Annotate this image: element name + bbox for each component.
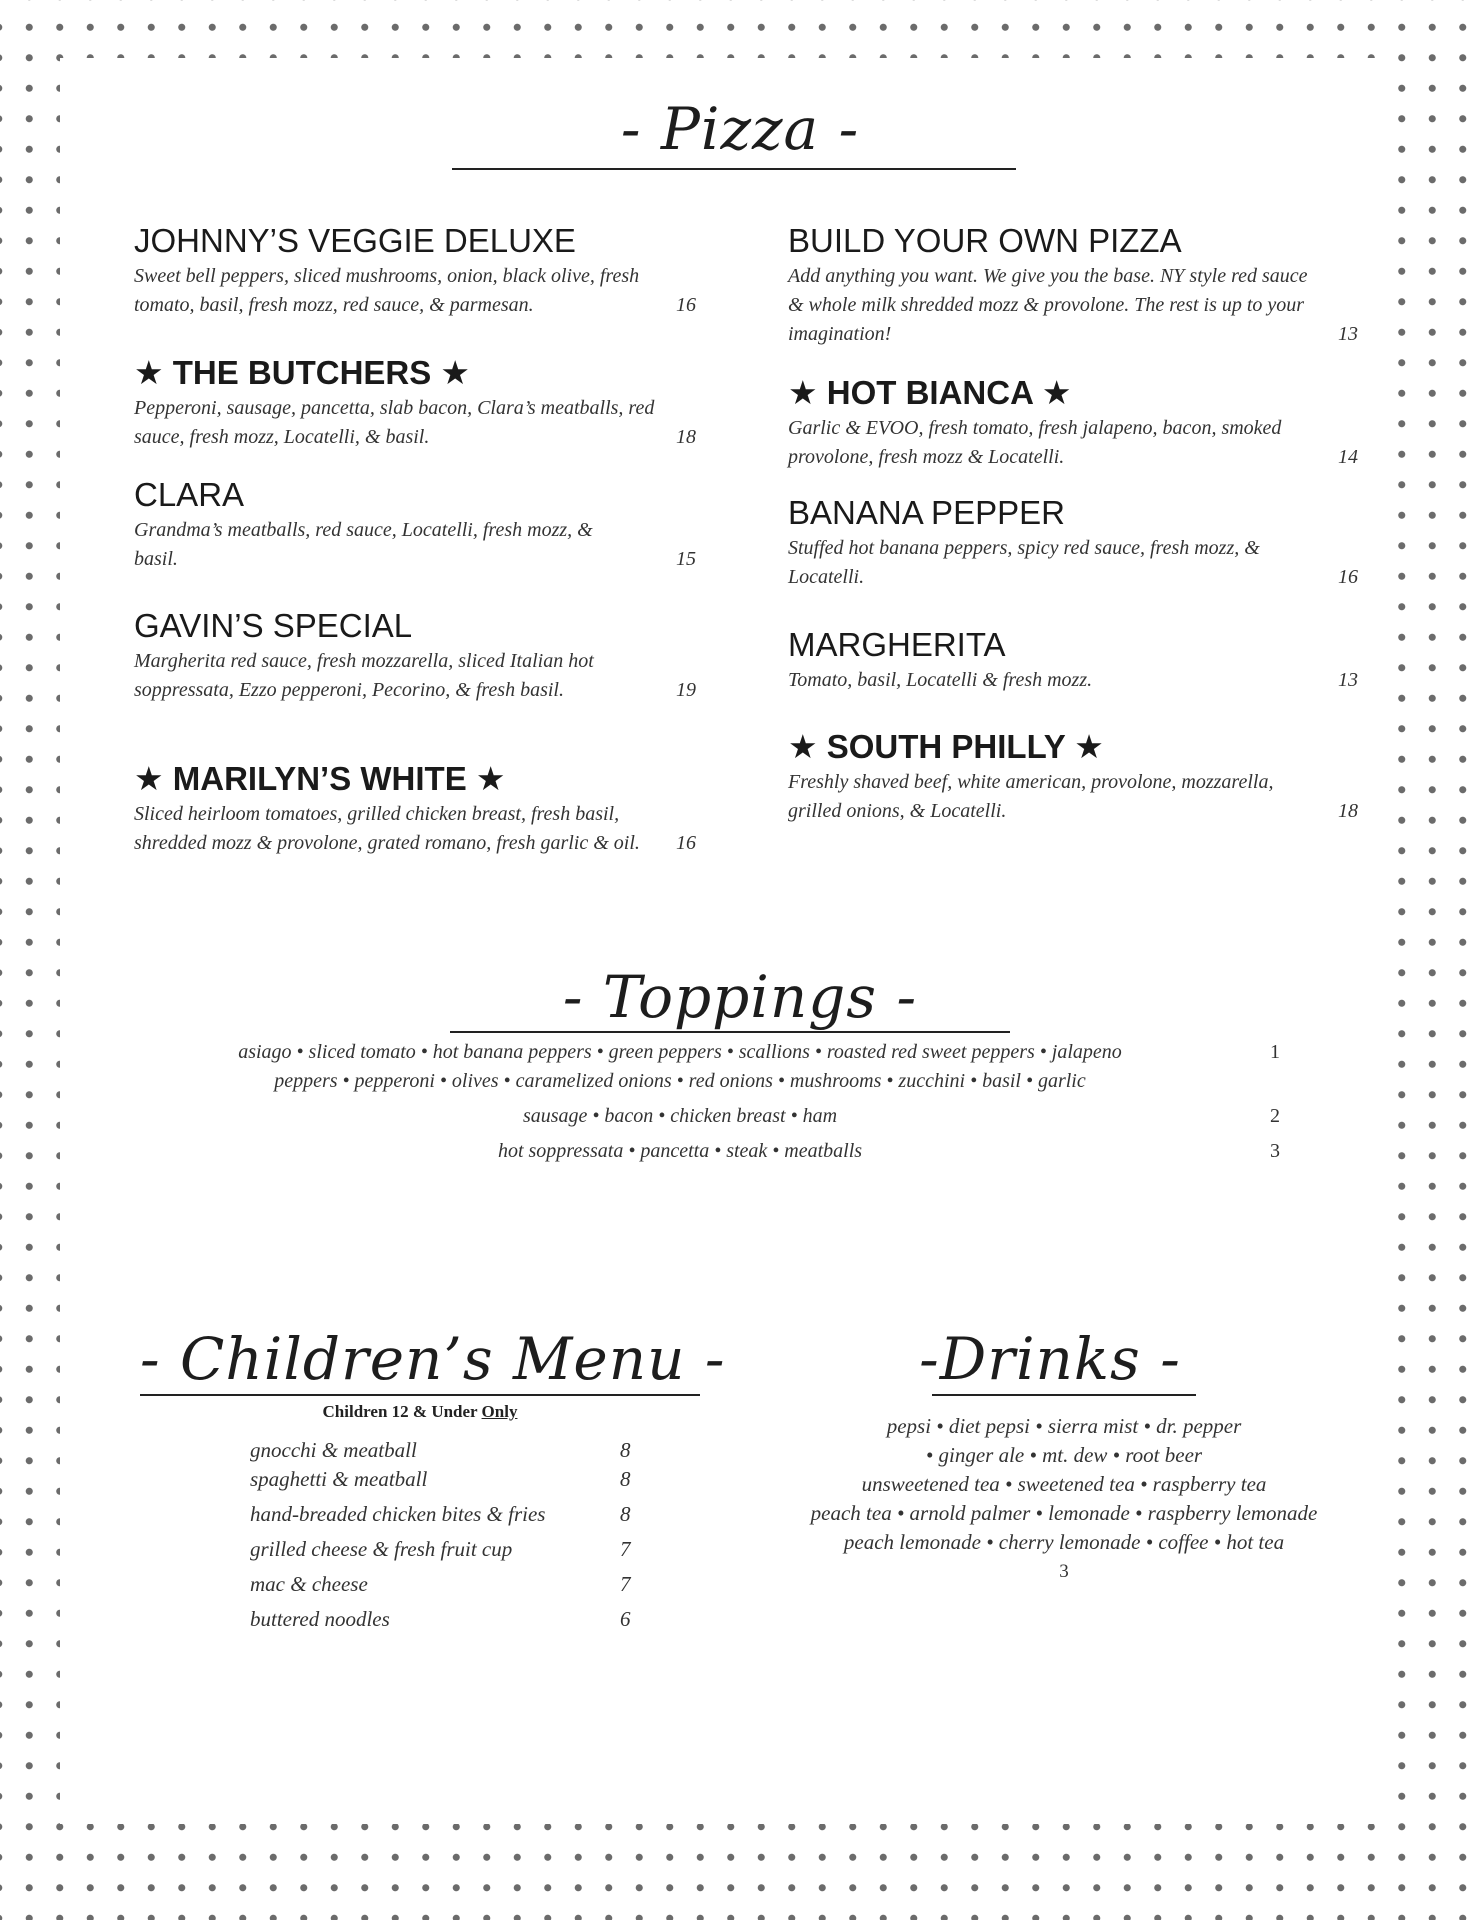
item-name: ★ HOT BIANCA ★ xyxy=(788,374,1072,411)
pizza-heading-rule xyxy=(452,168,1016,170)
menu-item-clara xyxy=(134,476,696,574)
toppings-line-1a: asiago • sliced tomato • hot banana peppers • green peppers • scallions • roasted red sweet peppers • jalapeno xyxy=(238,1041,1122,1063)
item-description: Add anything you want. We give you the base. NY style red sauce & whole milk shredded mozz & provolone. The rest is up to your imagination! 13 xyxy=(788,262,1358,349)
item-description: Garlic & EVOO, fresh tomato, fresh jalapeno, bacon, smoked provolone, fresh mozz & Locatelli. 14 xyxy=(788,414,1358,472)
kids-item-price: 8 xyxy=(620,1467,631,1491)
item-price: 15 xyxy=(676,548,696,570)
toppings-line-2: sausage • bacon • chicken breast • ham xyxy=(522,1105,838,1127)
toppings-price-3: 3 xyxy=(1270,1140,1280,1162)
item-description: Sliced heirloom tomatoes, grilled chicken breast, fresh basil, shredded mozz & provolone, grated romano, fresh garlic & oil. 16 xyxy=(134,800,696,858)
kids-item-price: 8 xyxy=(620,1502,631,1526)
menu-item-hot-bianca xyxy=(788,374,1358,472)
item-price: 16 xyxy=(676,832,696,854)
kids-item-name: hand-breaded chicken bites & fries xyxy=(250,1502,546,1526)
kids-item-name: grilled cheese & fresh fruit cup xyxy=(250,1537,513,1561)
kids-item-price: 6 xyxy=(620,1607,631,1631)
childrens-menu-rule xyxy=(140,1394,700,1396)
childrens-menu-heading: - Children’s Menu - xyxy=(140,1325,726,1393)
menu-item-the-butchers xyxy=(134,354,696,452)
toppings-heading-rule xyxy=(450,1031,1010,1033)
kids-item-name: buttered noodles xyxy=(250,1607,390,1631)
item-description: Tomato, basil, Locatelli & fresh mozz. 13 xyxy=(788,666,1358,695)
item-price: 19 xyxy=(676,679,696,701)
item-price: 18 xyxy=(1338,800,1358,822)
drinks-line: peach tea • arnold palmer • lemonade • raspberry lemonade xyxy=(810,1501,1318,1525)
item-price: 13 xyxy=(1338,669,1358,691)
menu-item-build-your-own-pizza xyxy=(788,222,1358,349)
item-price: 16 xyxy=(1338,566,1358,588)
drinks-heading-rule xyxy=(932,1394,1196,1396)
item-description: Stuffed hot banana peppers, spicy red sauce, fresh mozz, & Locatelli. 16 xyxy=(788,534,1358,592)
drinks-line: • ginger ale • mt. dew • root beer xyxy=(925,1443,1203,1467)
item-name: ★ THE BUTCHERS ★ xyxy=(134,354,471,391)
item-name: GAVIN’S SPECIAL xyxy=(134,607,413,644)
toppings-line-3: hot soppressata • pancetta • steak • meatballs xyxy=(497,1140,863,1162)
kids-item-name: mac & cheese xyxy=(250,1572,368,1596)
menu-item-south-philly xyxy=(788,728,1358,826)
item-price: 16 xyxy=(676,294,696,316)
toppings-price-2: 2 xyxy=(1270,1105,1280,1127)
childrens-menu-note: Children 12 & Under Only xyxy=(322,1402,518,1421)
toppings-price-1: 1 xyxy=(1270,1041,1280,1063)
item-name: JOHNNY’S VEGGIE DELUXE xyxy=(134,222,576,259)
item-price: 18 xyxy=(676,426,696,448)
item-description: Freshly shaved beef, white american, provolone, mozzarella, grilled onions, & Locatelli. 18 xyxy=(788,768,1358,826)
item-description: Sweet bell peppers, sliced mushrooms, onion, black olive, fresh tomato, basil, fresh mozz, red sauce, & parmesan. 16 xyxy=(134,262,696,320)
item-price: 13 xyxy=(1338,323,1358,345)
item-name: ★ MARILYN’S WHITE ★ xyxy=(134,760,506,797)
menu-item-marilyns-white xyxy=(134,760,696,858)
menu-item-gavins-special xyxy=(134,607,696,705)
drinks-heading: -Drinks - xyxy=(919,1325,1181,1393)
item-name: BANANA PEPPER xyxy=(788,494,1065,531)
item-name: MARGHERITA xyxy=(788,626,1006,663)
item-description: Pepperoni, sausage, pancetta, slab bacon, Clara’s meatballs, red sauce, fresh mozz, Locatelli, & basil. 18 xyxy=(134,394,696,452)
item-name: ★ SOUTH PHILLY ★ xyxy=(788,728,1104,765)
toppings-line-1b: peppers • pepperoni • olives • caramelized onions • red onions • mushrooms • zucchini • basil • garlic xyxy=(274,1070,1086,1092)
kids-item-name: gnocchi & meatball xyxy=(250,1438,417,1462)
item-description: Margherita red sauce, fresh mozzarella, sliced Italian hot soppressata, Ezzo pepperoni, Pecorino, & fresh basil. 19 xyxy=(134,647,696,705)
drinks-line: pepsi • diet pepsi • sierra mist • dr. pepper xyxy=(886,1414,1242,1438)
menu-item-johnnys-veggie-deluxe xyxy=(134,222,696,320)
pizza-heading: - Pizza - xyxy=(620,95,860,163)
kids-item-price: 7 xyxy=(620,1537,631,1561)
kids-item-price: 7 xyxy=(620,1572,631,1596)
menu-item-margherita xyxy=(788,626,1358,695)
toppings-heading: - Toppings - xyxy=(562,963,918,1031)
drinks-price: 3 xyxy=(1059,1561,1069,1582)
item-description: Grandma’s meatballs, red sauce, Locatelli, fresh mozz, & basil. 15 xyxy=(134,516,696,574)
item-name: BUILD YOUR OWN PIZZA xyxy=(788,222,1182,259)
drinks-line: peach lemonade • cherry lemonade • coffee • hot tea xyxy=(843,1530,1285,1554)
drinks-line: unsweetened tea • sweetened tea • raspberry tea xyxy=(861,1472,1267,1496)
item-price: 14 xyxy=(1338,446,1358,468)
kids-item-price: 8 xyxy=(620,1438,631,1462)
kids-item-name: spaghetti & meatball xyxy=(250,1467,428,1491)
menu-item-banana-pepper xyxy=(788,494,1358,592)
item-name: CLARA xyxy=(134,476,245,513)
